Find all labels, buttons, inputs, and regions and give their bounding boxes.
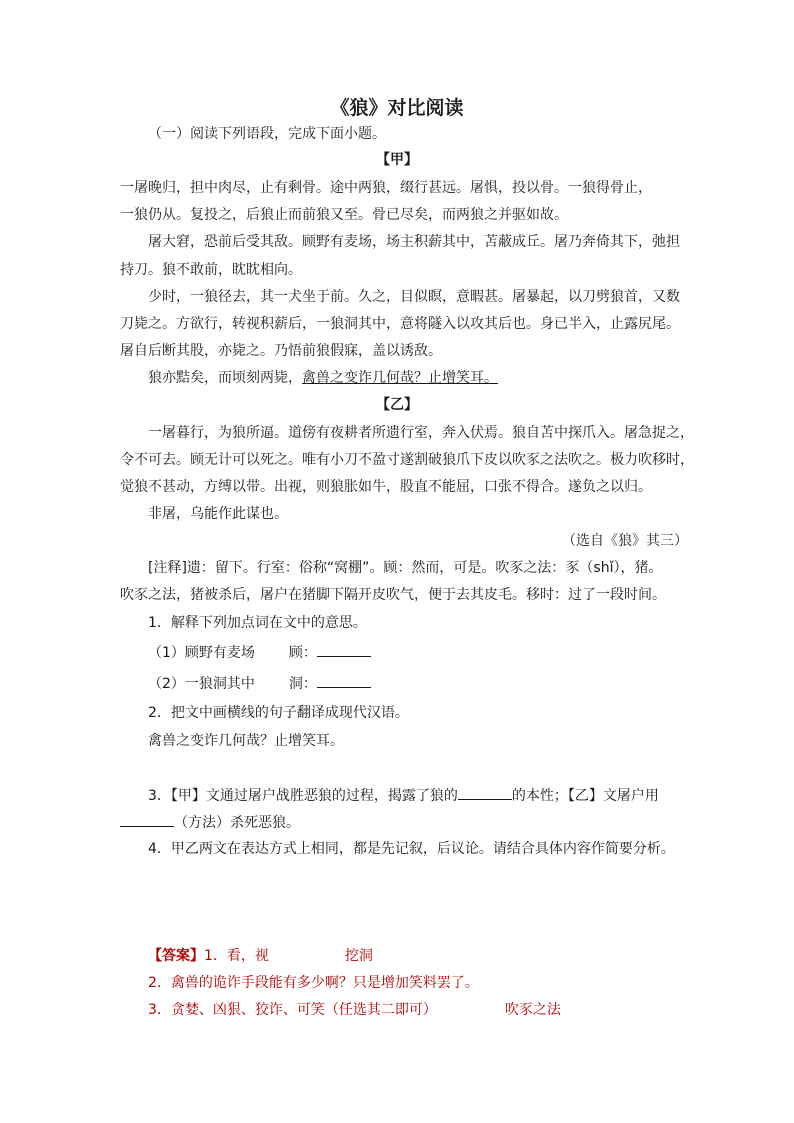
answer-blank[interactable] — [458, 785, 512, 800]
note-line: 吹豕之法，猪被杀后，屠户在猪脚下隔开皮吹气，便于去其皮毛。移时：过了一段时间。 — [120, 587, 666, 603]
jia-line: 一屠晚归，担中肉尽，止有剩骨。途中两狼，缀行甚远。屠惧，投以骨。一狼得骨止， — [120, 180, 652, 196]
yi-line: 令不可去。顾无计可以死之。唯有小刀不盈寸遂割破狼爪下皮以吹豕之法吹之。极力吹移时， — [120, 452, 694, 468]
answer-blank[interactable] — [317, 673, 371, 688]
jia-line: 屠自后断其股，亦毙之。乃悟前狼假寐，盖以诱敌。 — [120, 343, 442, 359]
answer-text: 挖洞 — [344, 948, 373, 964]
page-title: 《狼》对比阅读 — [330, 97, 464, 119]
jia-line: 一狼仍从。复投之，后狼止而前狼又至。骨已尽矣，而两狼之并驱如故。 — [120, 207, 568, 223]
answer-2: 2．禽兽的诡诈手段能有多少啊？只是增加笑料罢了。 — [148, 975, 479, 991]
question-1-item — [148, 673, 794, 694]
jia-last-line — [148, 368, 794, 388]
q1-word: 顾： — [288, 645, 317, 661]
answer-label: 【答案】 — [148, 948, 204, 964]
yi-line: 非屠，乌能作此谋也。 — [148, 506, 288, 522]
jia-heading: 【甲】 — [376, 152, 418, 168]
question-1-item — [148, 642, 794, 663]
answer-text: 3．贪婪、凶狠、狡诈、可笑（任选其二即可） — [148, 1002, 437, 1018]
question-4: 4．甲乙两文在表达方式上相同，都是先记叙，后议论。请结合具体内容作简要分析。 — [148, 841, 675, 857]
jia-line: 屠大窘，恐前后受其敌。顾野有麦场，场主积薪其中，苫蔽成丘。屠乃奔倚其下，弛担 — [148, 234, 680, 250]
jia-last-prefix: 狼亦黠矣，而顷刻两毙， — [148, 370, 302, 386]
source-citation: （选自《狼》其三） — [562, 533, 688, 549]
question-1: 1．解释下列加点词在文中的意思。 — [148, 615, 367, 631]
jia-line: 持刀。狼不敢前，眈眈相向。 — [120, 262, 302, 278]
answer-blank[interactable] — [120, 812, 174, 827]
jia-line: 少时，一狼径去，其一犬坐于前。久之，目似瞑，意暇甚。屠暴起，以刀劈狼首，又数 — [148, 289, 680, 305]
q3-text: 的本性；【乙】文屠户用 — [511, 788, 659, 804]
underlined-sentence: 禽兽之变诈几何哉？止增笑耳。 — [302, 370, 498, 386]
question-2-sentence: 禽兽之变诈几何哉？止增笑耳。 — [148, 733, 344, 749]
answer-text: 1．看，视 — [204, 948, 269, 964]
answer-blank[interactable] — [317, 642, 371, 657]
yi-line: 觉狼不甚动，方缚以带。出视，则狼胀如牛，股直不能屈，口张不得合。遂负之以归。 — [120, 479, 652, 495]
q3-text: （方法）杀死恶狼。 — [174, 815, 300, 831]
q3-text: 3．【甲】文通过屠户战胜恶狼的过程，揭露了狼的 — [148, 788, 458, 804]
answer-1 — [148, 946, 794, 966]
question-3-cont — [120, 812, 794, 833]
note-line: [注释]遗：留下。行室：俗称“窝棚”。顾：然而，可是。吹豕之法：豕（shǐ），猪。 — [148, 560, 663, 576]
jia-line: 刀毙之。方欲行，转视积薪后，一狼洞其中，意将隧入以攻其后也。身已半入，止露尻尾。 — [120, 316, 680, 332]
yi-heading: 【乙】 — [376, 397, 418, 413]
q1-phrase: （2）一狼洞其中 — [148, 676, 255, 692]
instruction: （一）阅读下列语段，完成下面小题。 — [148, 126, 386, 142]
yi-line: 一屠暮行，为狼所逼。道傍有夜耕者所遗行室，奔入伏焉。狼自苫中探爪入。屠急捉之， — [148, 425, 694, 441]
answer-text: 吹豕之法 — [504, 1002, 561, 1018]
q1-word: 洞： — [288, 676, 317, 692]
q1-phrase: （1）顾野有麦场 — [148, 645, 255, 661]
question-3 — [148, 785, 794, 806]
answer-3 — [148, 1000, 794, 1020]
question-2: 2．把文中画横线的句子翻译成现代汉语。 — [148, 705, 409, 721]
